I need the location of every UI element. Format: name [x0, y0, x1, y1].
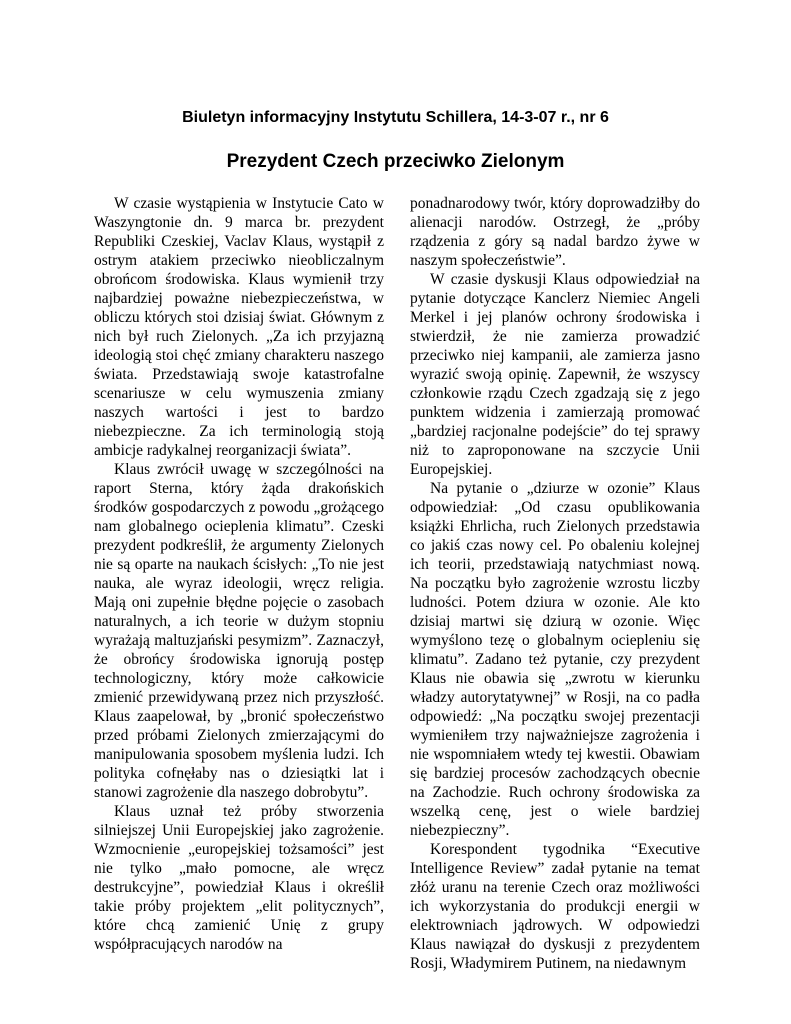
bulletin-header: Biuletyn informacyjny Instytutu Schillera, 14-3-07 r., nr 6: [182, 109, 609, 126]
paragraph: W czasie dyskusji Klaus odpowiedział na pytanie dotyczące Kanclerz Niemiec Angeli Merkel i jej planów ochrony środowiska i stwierdził, że nie zamierza prowadzić przeciwko niej kampanii, ale zamierza jasno wyrazić swoją opinię. Zapewnił, że wszyscy członkowie rządu Czech zgadzają się z jego punktem widzenia i zamierzają promować „bardziej racjonalne podejście” do tej sprawy niż to zaproponowane na szczycie Unii Europejskiej.: [410, 271, 700, 478]
paragraph: Korespondent tygodnika “Executive Intelligence Review” zadał pytanie na temat złóż uranu na terenie Czech oraz możliwości ich wykorzystania do produkcji energii w elektrowniach jądrowych. W odpowiedzi Klaus nawiązał do dyskusji z prezydentem Rosji, Władymirem Putinem, na niedawnym: [410, 841, 700, 972]
paragraph: W czasie wystąpienia w Instytucie Cato w Waszyngtonie dn. 9 marca br. prezydent Republiki Czeskiej, Vaclav Klaus, wystąpił z ostrym atakiem przeciwko nieobliczalnym obrońcom środowiska. Klaus wymienił trzy najbardziej poważne niebezpieczeństwa, w obliczu których stoi dzisiaj świat. Głównym z nich był ruch Zielonych. „Za ich przyjazną ideologią stoi chęć zmiany charakteru naszego świata. Przedstawiają swoje katastrofalne scenariusze w celu wymuszenia zmiany naszych wartości i jest to bardzo niebezpieczne. Za ich terminologią stoją ambicje radykalnej reorganizacji świata”.: [94, 195, 384, 459]
paragraph: Klaus uznał też próby stworzenia silniejszej Unii Europejskiej jako zagrożenie. Wzmocnienie „europejskiej tożsamości” jest nie tylko „mało pomocne, ale wręcz destrukcyjne”, powiedział Klaus i określił takie próby projektem „elit politycznych”, które chcą zamienić Unię z grupy współpracujących narodów na: [94, 803, 384, 953]
paragraph: Na pytanie o „dziurze w ozonie” Klaus odpowiedział: „Od czasu opublikowania książki Ehrlicha, ruch Zielonych przedstawia co jakiś czas nowy cel. Po obaleniu kolejnej ich teorii, przedstawiają natychmiast nową. Na początku było zagrożenie wzrostu liczby ludności. Potem dziura w ozonie. Ale kto dzisiaj martwi się dziurą w ozonie. Więc wymyślono tezę o globalnym ociepleniu się klimatu”. Zadano też pytanie, czy prezydent Klaus nie obawia się „zwrotu w kierunku władzy autorytatywnej” w Rosji, na co padła odpowiedź: „Na początku swojej prezentacji wymieniłem trzy najważniejsze zagrożenia i nie wspomniałem wtedy tej kwestii. Obawiam się bardziej procesów zachodzących obecnie na Zachodzie. Ruch ochrony środowiska za wszelką cenę, jest o wiele bardziej niebezpieczny”.: [410, 480, 700, 839]
paragraph: Klaus zwrócił uwagę w szczególności na raport Sterna, który żąda drakońskich środków gospodarczych z powodu „grożącego nam globalnego ocieplenia klimatu”. Czeski prezydent podkreślił, że argumenty Zielonych nie są oparte na naukach ścisłych: „To nie jest nauka, ale wyraz ideologii, wręcz religia. Mają oni zupełnie błędne pojęcie o zasobach naturalnych, a ich teorie w dużym stopniu wyrażają maltuzjański pesymizm”. Zaznaczył, że obrońcy środowiska ignorują postęp technologiczny, który może całkowicie zmienić przewidywaną przez nich przyszłość. Klaus zaapelował, by „bronić społeczeństwo przed próbami Zielonych zmierzającymi do manipulowania sposobem myślenia ludzi. Ich polityka cofnęłaby nas o dziesiątki lat i stanowi zagrożenie dla naszego dobrobytu”.: [94, 461, 384, 801]
left-column: [94, 194, 384, 954]
article-headline: Prezydent Czech przeciwko Zielonym: [226, 151, 565, 172]
right-column: [410, 194, 700, 973]
paragraph-continued: ponadnarodowy twór, który doprowadziłby do alienacji narodów. Ostrzegł, że „próby rządzenia z góry są nadal bardzo żywe w naszym społeczeństwie”.: [410, 195, 700, 269]
